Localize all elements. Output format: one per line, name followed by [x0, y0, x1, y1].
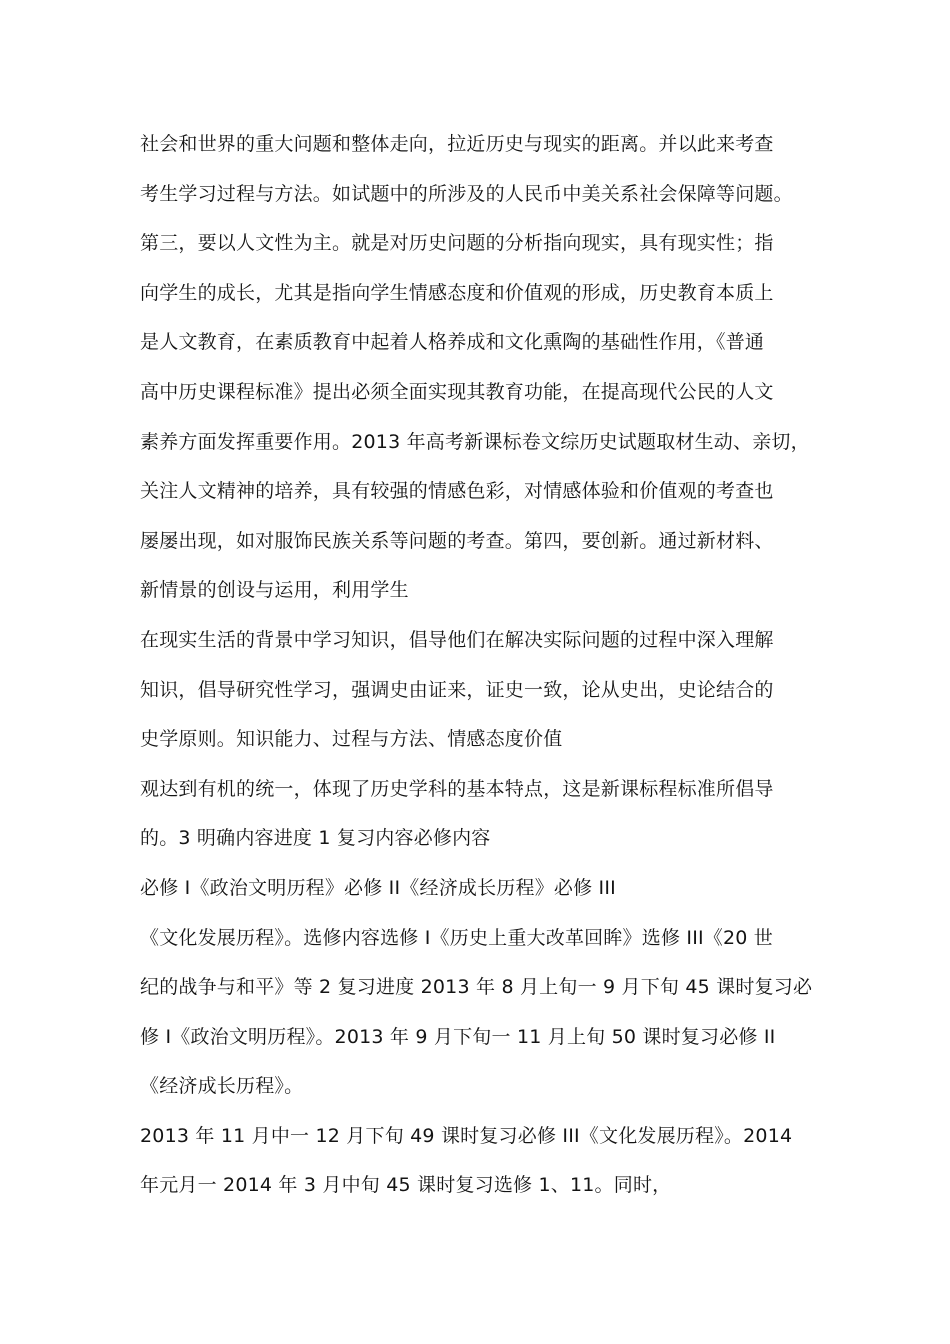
text-line-10: 新情景的创设与运用，利用学生	[140, 579, 409, 602]
text-line-15: 的。3 明确内容进度 1 复习内容必修内容	[140, 827, 491, 850]
text-line-4: 向学生的成长，尤其是指向学生情感态度和价值观的形成，历史教育本质上	[140, 281, 774, 304]
text-line-16: 必修 I《政治文明历程》必修 II《经济成长历程》必修 III	[140, 876, 616, 899]
text-line-19: 修 I《政治文明历程》。2013 年 9 月下旬一 11 月上旬 50 课时复习必修 II	[140, 1025, 776, 1048]
text-line-1: 社会和世界的重大问题和整体走向，拉近历史与现实的距离。并以此来考查	[140, 133, 774, 155]
text-line-6: 高中历史课程标准》提出必须全面实现其教育功能，在提高现代公民的人文	[140, 380, 774, 403]
text-line-12: 知识，倡导研究性学习，强调史由证来，证史一致，论从史出，史论结合的	[140, 678, 774, 701]
text-line-20: 《经济成长历程》。	[140, 1075, 304, 1098]
text-line-14: 观达到有机的统一，体现了历史学科的基本特点，这是新课标程标准所倡导	[140, 777, 774, 800]
text-line-22: 年元月一 2014 年 3 月中旬 45 课时复习选修 1、11。同时，	[140, 1174, 672, 1197]
text-line-21: 2013 年 11 月中一 12 月下旬 49 课时复习必修 III《文化发展历程》。2014	[140, 1124, 793, 1147]
text-line-2: 考生学习过程与方法。如试题中的所涉及的人民币中美关系社会保障等问题。	[140, 182, 793, 205]
text-line-3: 第三，要以人文性为主。就是对历史问题的分析指向现实，具有现实性；指	[140, 232, 774, 255]
text-line-18: 纪的战争与和平》等 2 复习进度 2013 年 8 月上旬一 9 月下旬 45 课时复习必	[140, 976, 813, 999]
text-line-17: 《文化发展历程》。选修内容选修 I《历史上重大改革回眸》选修 III《20 世	[140, 926, 774, 949]
text-line-11: 在现实生活的背景中学习知识，倡导他们在解决实际问题的过程中深入理解	[140, 628, 774, 651]
text-line-5: 是人文教育，在素质教育中起着人格养成和文化熏陶的基础性作用，《普通	[140, 331, 765, 354]
text-line-9: 屡屡出现，如对服饰民族关系等问题的考查。第四，要创新。通过新材料、	[140, 529, 774, 552]
document-body	[140, 120, 840, 1211]
text-line-8: 关注人文精神的培养，具有较强的情感色彩，对情感体验和价值观的考查也	[140, 480, 774, 503]
text-line-13: 史学原则。知识能力、过程与方法、情感态度价值	[140, 728, 563, 751]
text-line-7: 素养方面发挥重要作用。2013 年高考新课标卷文综历史试题取材生动、亲切，	[140, 430, 810, 453]
